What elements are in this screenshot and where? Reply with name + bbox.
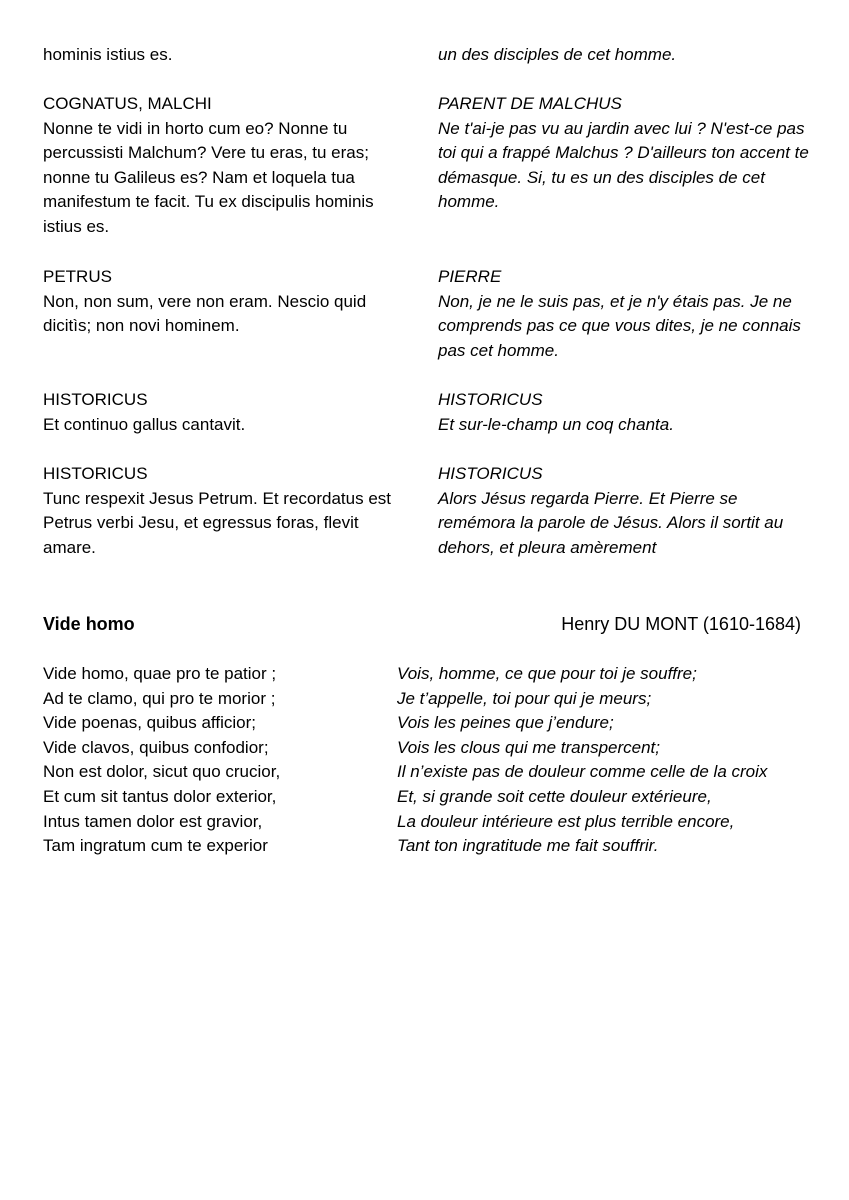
poem-latin-line: Tam ingratum cum te experior (43, 836, 268, 856)
latin-text: Non, non sum, vere non eram. Nescio quid dicitìs; non novi hominem. (43, 291, 367, 336)
poem-latin-line: Vide clavos, quibus confodior; (43, 737, 269, 757)
poem-french-line: La douleur intérieure est plus terrible encore, (397, 811, 735, 831)
poem-french (397, 662, 817, 859)
piece-title: Vide homo (43, 614, 135, 634)
latin-block-4 (43, 462, 415, 560)
french-block-4 (438, 462, 810, 560)
french-text: Et sur-le-champ un coq chanta. (438, 414, 674, 434)
french-speaker: HISTORICUS (438, 390, 543, 409)
latin-text: Et continuo gallus cantavit. (43, 414, 246, 434)
poem-latin-line: Vide homo, quae pro te patior ; (43, 664, 277, 683)
poem-latin-line: Intus tamen dolor est gravior, (43, 811, 263, 831)
latin-block-3 (43, 388, 415, 437)
latin-block-0 (43, 43, 415, 68)
french-text: Non, je ne le suis pas, et je n'y étais pas. Je ne comprends pas ce que vous dites, je ne connais pas cet homme. (438, 291, 801, 360)
composer-credit: Henry DU MONT (1610-1684) (561, 614, 801, 634)
poem-latin-line: Et cum sit tantus dolor exterior, (43, 786, 277, 806)
poem-latin-line: Ad te clamo, qui pro te morior ; (43, 688, 276, 708)
french-text: Alors Jésus regarda Pierre. Et Pierre se remémora la parole de Jésus. Alors il sortit au dehors, et pleura amèrement (438, 488, 784, 557)
latin-text: Nonne te vidi in horto cum eo? Nonne tu percussisti Malchum? Vere tu eras, tu eras; nonne tu Galileus es? Nam et loquela tua manifestum te facit. Tu ex discipulis hominis istius es. (43, 118, 374, 236)
french-text: un des disciples de cet homme. (438, 45, 677, 64)
latin-speaker: HISTORICUS (43, 464, 148, 483)
latin-text: Tunc respexit Jesus Petrum. Et recordatus est Petrus verbi Jesu, et egressus foras, flevit amare. (43, 488, 392, 557)
latin-speaker: PETRUS (43, 267, 112, 286)
latin-text: hominis istius es. (43, 45, 173, 64)
poem-french-line: Vois, homme, ce que pour toi je souffre; (397, 664, 697, 683)
poem-latin-line: Vide poenas, quibus afficior; (43, 713, 256, 733)
poem-french-line: Vois les clous qui me transpercent; (397, 737, 660, 757)
french-block-0 (438, 43, 810, 68)
french-text: Ne t'ai-je pas vu au jardin avec lui ? N'est-ce pas toi qui a frappé Malchus ? D'ailleurs ton accent te démasque. Si, tu es un des disciples de cet homme. (438, 118, 809, 212)
poem-french-line: Vois les peines que j’endure; (397, 713, 614, 733)
poem-latin (43, 662, 383, 859)
french-block-3 (438, 388, 810, 437)
poem-french-line: Et, si grande soit cette douleur extérieure, (397, 786, 712, 806)
french-block-1 (438, 92, 810, 215)
latin-speaker: COGNATUS, MALCHI (43, 94, 212, 113)
poem-french-line: Je t’appelle, toi pour qui je meurs; (397, 688, 652, 708)
poem-french-line: Tant ton ingratitude me fait souffrir. (397, 836, 659, 856)
french-speaker: PARENT DE MALCHUS (438, 94, 622, 113)
latin-block-2 (43, 265, 415, 339)
french-block-2 (438, 265, 810, 363)
latin-speaker: HISTORICUS (43, 390, 148, 409)
latin-block-1 (43, 92, 415, 240)
french-speaker: HISTORICUS (438, 464, 543, 483)
poem-french-line: Il n’existe pas de douleur comme celle de la croix (397, 762, 768, 782)
french-speaker: PIERRE (438, 267, 502, 286)
poem-latin-line: Non est dolor, sicut quo crucior, (43, 762, 281, 782)
